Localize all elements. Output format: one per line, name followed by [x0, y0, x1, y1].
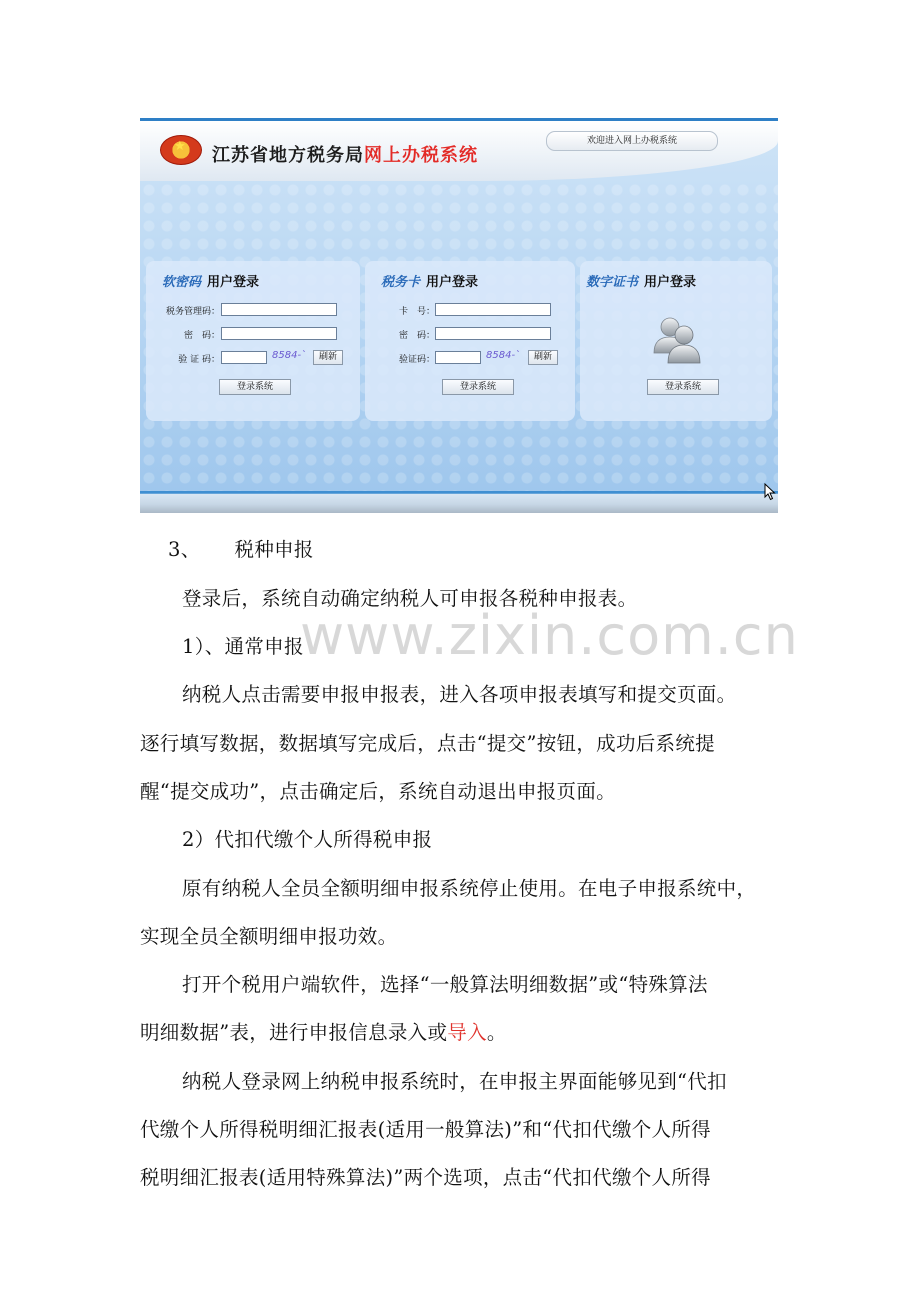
section-title: 税种申报: [234, 538, 314, 561]
digital-cert-login-panel: [580, 261, 772, 421]
paragraph-4-line-1: 打开个税用户端软件，选择“一般算法明细数据”或“特殊算法: [182, 973, 708, 996]
panel-title: [162, 271, 259, 290]
section-heading: [168, 534, 314, 562]
cursor-icon: [764, 483, 776, 501]
tax-code-label: 税务管理码：: [165, 307, 220, 317]
paragraph-4-end: 。: [486, 1021, 507, 1044]
login-button[interactable]: 登录系统: [647, 379, 719, 395]
section-number: 3、: [168, 538, 201, 561]
captcha-label: 验 证 码：: [178, 355, 220, 365]
users-icon: [650, 313, 704, 367]
login-button[interactable]: 登录系统: [219, 379, 291, 395]
paragraph-3-line-2: 实现全员全额明细申报功效。: [140, 925, 398, 948]
panel-kind: 数字证书: [586, 275, 639, 290]
card-number-input[interactable]: [435, 303, 551, 316]
panel-title: [381, 271, 478, 290]
panel-title-text: 用户登录: [426, 275, 479, 290]
paragraph-2-line-1: 纳税人点击需要申报申报表，进入各项申报表填写和提交页面。: [182, 683, 737, 706]
tax-card-login-panel: [365, 261, 575, 421]
card-number-label: 卡 号：: [398, 307, 435, 317]
panel-title-text: 用户登录: [644, 275, 697, 290]
paragraph-1: 登录后，系统自动确定纳税人可申报各税种申报表。: [182, 587, 638, 610]
site-header: [140, 121, 778, 181]
password-input[interactable]: [221, 327, 337, 340]
import-link[interactable]: 导入: [447, 1021, 487, 1044]
soft-password-login-panel: [146, 261, 360, 421]
paragraph-2-line-3: 醒“提交成功”，点击确定后，系统自动退出申报页面。: [140, 780, 616, 803]
watermark: www.zixin.com.cn: [300, 604, 799, 667]
site-title: [212, 141, 478, 167]
password-input[interactable]: [435, 327, 551, 340]
welcome-tab[interactable]: 欢迎进入网上办税系统: [546, 131, 718, 151]
paragraph-5-line-3: 税明细汇报表(适用特殊算法)”两个选项，点击“代扣代缴个人所得: [140, 1166, 711, 1189]
subheading-2: 2）代扣代缴个人所得税申报: [182, 828, 433, 851]
paragraph-5-line-1: 纳税人登录网上纳税申报系统时，在申报主界面能够见到“代扣: [182, 1070, 727, 1093]
paragraph-2-line-2: 逐行填写数据，数据填写完成后，点击“提交”按钮，成功后系统提: [140, 732, 715, 755]
footer-bar: [140, 491, 778, 513]
captcha-image: 8584-`: [486, 350, 521, 361]
password-label: 密 码：: [398, 331, 435, 341]
panel-kind: 税务卡: [381, 275, 421, 290]
refresh-captcha-button[interactable]: 刷新: [313, 350, 343, 365]
emblem-icon: ★: [160, 135, 202, 165]
captcha-input[interactable]: [221, 351, 267, 364]
login-screenshot: [140, 118, 778, 513]
panel-kind: 软密码: [162, 275, 202, 290]
captcha-label: 验证码：: [398, 355, 435, 365]
refresh-captcha-button[interactable]: 刷新: [528, 350, 558, 365]
login-button[interactable]: 登录系统: [442, 379, 514, 395]
site-title-main: 江苏省地方税务局: [212, 145, 364, 166]
paragraph-4-line-2: [140, 1017, 507, 1045]
captcha-image: 8584-`: [272, 350, 307, 361]
captcha-input[interactable]: [435, 351, 481, 364]
site-title-accent: 网上办税系统: [364, 145, 478, 166]
paragraph-4-text: 明细数据”表，进行申报信息录入或: [140, 1021, 448, 1044]
panel-title-text: 用户登录: [207, 275, 260, 290]
paragraph-5-line-2: 代缴个人所得税明细汇报表(适用一般算法)”和“代扣代缴个人所得: [140, 1118, 711, 1141]
tax-code-input[interactable]: [221, 303, 337, 316]
paragraph-3-line-1: 原有纳税人全员全额明细申报系统停止使用。在电子申报系统中，: [182, 877, 757, 900]
password-label: 密 码：: [183, 331, 220, 341]
subheading-1: 1）、通常申报: [182, 635, 304, 658]
panel-title: [586, 271, 696, 290]
